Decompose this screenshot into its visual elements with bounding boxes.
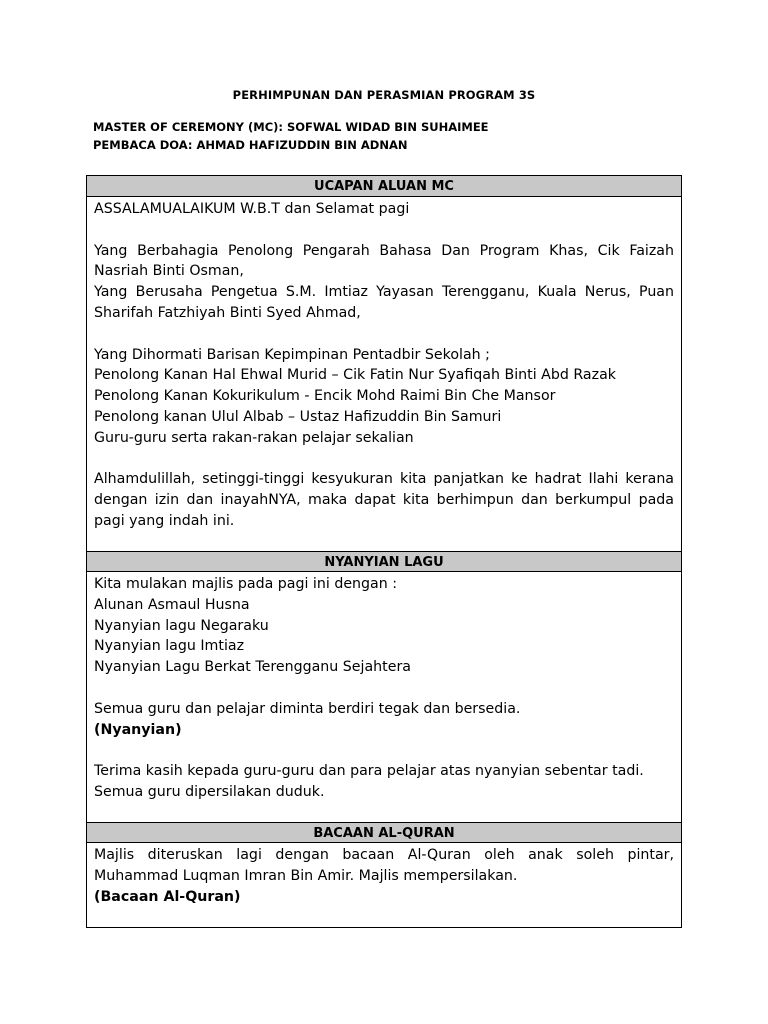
document-title: PERHIMPUNAN DAN PERASMIAN PROGRAM 3S xyxy=(232,88,536,102)
closing-paragraph: Alhamdulillah, setinggi-tinggi kesyukuran kita panjatkan ke hadrat Ilahi kerana dengan izin dan inayahNYA, maka dapat kita berhimpun dan berkumpul pada pagi yang indah ini. xyxy=(94,471,674,529)
section-header-nyanyian-lagu: NYANYIAN LAGU xyxy=(87,551,681,572)
honored-line: Penolong Kanan Hal Ehwal Murid – Cik Fatin Nur Syafiqah Binti Abd Razak xyxy=(94,367,616,384)
greeting-text: ASSALAMUALAIKUM W.B.T dan Selamat pagi xyxy=(94,201,410,217)
address-paragraph-1: Yang Berbahagia Penolong Pengarah Bahasa Dan Program Khas, Cik Faizah Nasriah Binti Osman, xyxy=(94,242,674,280)
honored-intro: Yang Dihormati Barisan Kepimpinan Pentadbir Sekolah ; xyxy=(94,346,490,363)
section-body-bacaan-al-quran xyxy=(87,843,681,928)
stand-instruction: Semua guru dan pelajar diminta berdiri tegak dan bersedia. xyxy=(94,700,521,717)
section-body-ucapan-aluan xyxy=(87,197,681,551)
honored-line: Penolong Kanan Kokurikulum - Encik Mohd Raimi Bin Che Mansor xyxy=(94,388,556,405)
thanks-text: Terima kasih kepada guru-guru dan para pelajar atas nyanyian sebentar tadi. xyxy=(94,763,644,780)
song-item: Nyanyian lagu Negaraku xyxy=(94,617,269,634)
section-header-ucapan-aluan: UCAPAN ALUAN MC xyxy=(87,176,681,197)
song-item: Nyanyian Lagu Berkat Terengganu Sejahtera xyxy=(94,659,411,676)
honored-line: Guru-guru serta rakan-rakan pelajar sekalian xyxy=(94,429,414,446)
address-paragraph-2: Yang Berusaha Pengetua S.M. Imtiaz Yayasan Terengganu, Kuala Nerus, Puan Sharifah Fatzhiyah Binti Syed Ahmad, xyxy=(94,284,674,321)
song-intro: Kita mulakan majlis pada pagi ini dengan : xyxy=(94,576,398,592)
section-body-nyanyian-lagu xyxy=(87,572,681,822)
quran-reading-cue: (Bacaan Al-Quran) xyxy=(94,888,241,905)
quran-reading-text: Majlis diteruskan lagi dengan bacaan Al-Quran oleh anak soleh pintar, Muhammad Luqman Imran Bin Amir. Majlis mempersilakan. xyxy=(94,847,674,884)
section-header-bacaan-al-quran: BACAAN AL-QURAN xyxy=(87,822,681,843)
doa-reader-line: PEMBACA DOA: AHMAD HAFIZUDDIN BIN ADNAN xyxy=(93,138,408,152)
honored-line: Penolong kanan Ulul Albab – Ustaz Hafizuddin Bin Samuri xyxy=(94,408,502,425)
agenda-table xyxy=(86,175,682,928)
song-item: Nyanyian lagu Imtiaz xyxy=(94,638,245,655)
song-item: Alunan Asmaul Husna xyxy=(94,596,250,613)
sit-instruction: Semua guru dipersilakan duduk. xyxy=(94,783,325,800)
song-cue: (Nyanyian) xyxy=(94,721,182,738)
mc-line: MASTER OF CEREMONY (MC): SOFWAL WIDAD BIN SUHAIMEE xyxy=(93,120,489,134)
